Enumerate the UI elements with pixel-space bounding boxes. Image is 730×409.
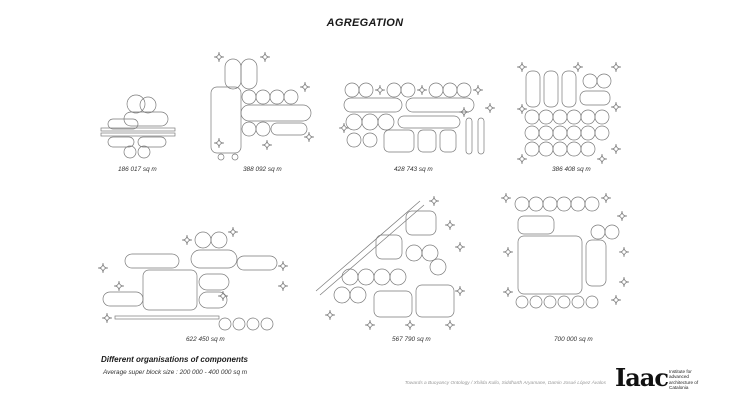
star-joint — [228, 227, 238, 237]
star-joint — [485, 103, 495, 113]
star-joint — [304, 132, 314, 142]
star-joint — [405, 320, 415, 330]
iaac-logo-text: Institute for advanced architecture of Catalonia — [669, 369, 699, 391]
aggregation-diagram-1 — [98, 92, 178, 162]
star-joint — [473, 85, 483, 95]
star-joint — [260, 52, 270, 62]
area-caption-6: 567 790 sq m — [392, 336, 431, 343]
star-joint — [278, 261, 288, 271]
star-joint — [503, 287, 513, 297]
star-joint — [417, 85, 427, 95]
star-joint — [445, 220, 455, 230]
star-joint — [611, 102, 621, 112]
area-caption-4: 386 408 sq m — [552, 166, 591, 173]
star-joint — [98, 263, 108, 273]
page-title: AGREGATION — [326, 17, 404, 29]
aggregation-drawing-5 — [95, 228, 295, 330]
star-joint — [573, 62, 583, 72]
section-subline: Average super block size : 200 000 - 400 000 sq m — [103, 369, 248, 376]
area-caption-1: 186 017 sq m — [118, 166, 157, 173]
aggregation-diagram-5 — [95, 228, 295, 330]
star-joint — [619, 247, 629, 257]
area-caption-5: 622 450 sq m — [186, 336, 225, 343]
aggregation-drawing-4 — [518, 63, 618, 161]
star-joint — [617, 211, 627, 221]
section-heading: Different organisations of components — [101, 355, 248, 364]
iaac-logo: Iaac — [615, 363, 668, 392]
star-joint — [114, 281, 124, 291]
star-joint — [375, 85, 385, 95]
star-joint — [455, 242, 465, 252]
star-joint — [517, 62, 527, 72]
star-joint — [214, 52, 224, 62]
star-joint — [445, 320, 455, 330]
aggregation-drawing-1 — [98, 92, 178, 162]
star-joint — [611, 62, 621, 72]
aggregation-diagram-4 — [518, 63, 618, 161]
star-joint — [597, 154, 607, 164]
aggregation-drawing-2 — [205, 53, 323, 161]
area-caption-7: 700 000 sq m — [554, 336, 593, 343]
star-joint — [102, 313, 112, 323]
aggregation-drawing-7 — [500, 192, 630, 317]
star-joint — [262, 140, 272, 150]
star-joint — [517, 154, 527, 164]
star-joint — [503, 247, 513, 257]
star-joint — [517, 104, 527, 114]
star-joint — [601, 193, 611, 203]
aggregation-diagram-7 — [500, 192, 630, 317]
star-joint — [365, 320, 375, 330]
star-joint — [300, 82, 310, 92]
star-joint — [214, 138, 224, 148]
star-joint — [429, 196, 439, 206]
star-joint — [501, 193, 511, 203]
area-caption-3: 428 743 sq m — [394, 166, 433, 173]
aggregation-diagram-2 — [205, 53, 323, 161]
star-joint — [278, 281, 288, 291]
aggregation-diagram-6 — [310, 195, 468, 333]
star-joint — [455, 286, 465, 296]
aggregation-diagram-3 — [340, 78, 495, 158]
star-joint — [619, 277, 629, 287]
star-joint — [611, 295, 621, 305]
star-joint — [325, 310, 335, 320]
aggregation-drawing-3 — [340, 78, 495, 158]
credit-line: Towards a Buoyancy Ontology / Xhilda Kullo, Siddharth Aryamane, Damin Josué López Ávalos — [404, 381, 606, 386]
star-joint — [182, 235, 192, 245]
star-joint — [218, 291, 228, 301]
star-joint — [339, 123, 349, 133]
star-joint — [611, 144, 621, 154]
aggregation-drawing-6 — [310, 195, 468, 333]
area-caption-2: 388 092 sq m — [243, 166, 282, 173]
